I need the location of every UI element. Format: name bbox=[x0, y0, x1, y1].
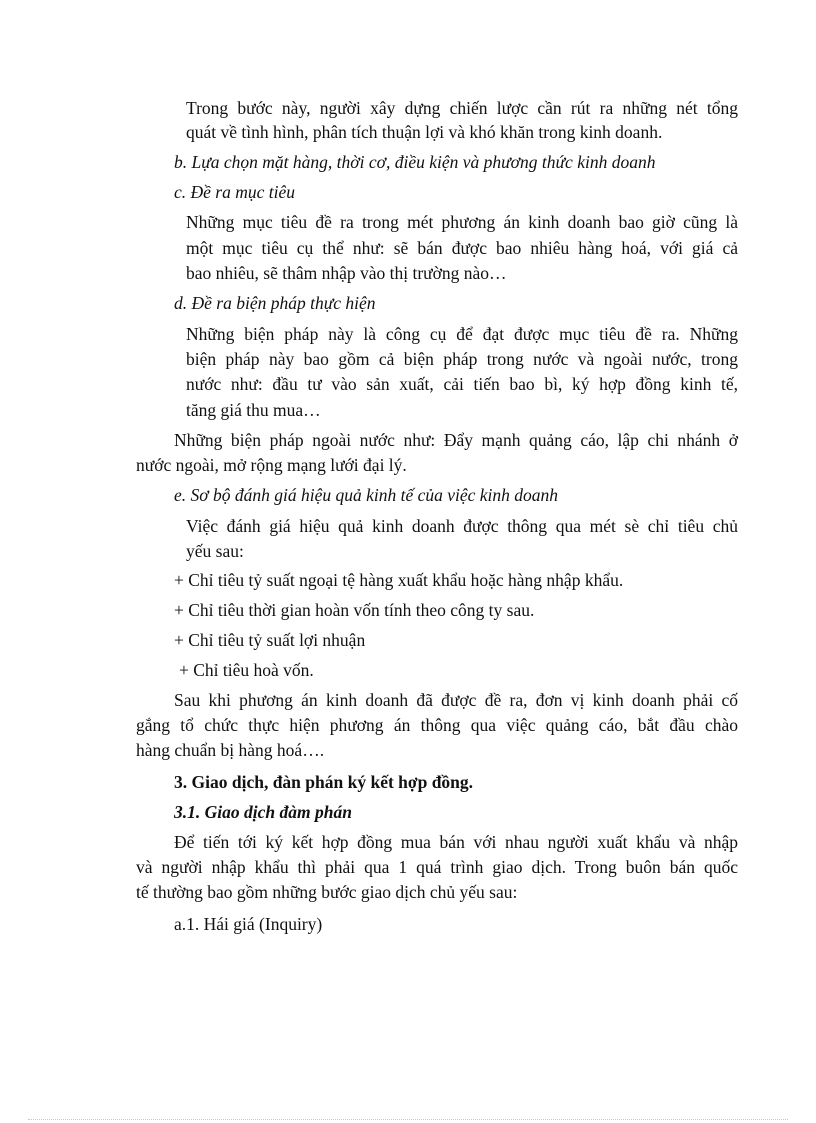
text-line: a.1. Hái giá (Inquiry) bbox=[174, 914, 323, 934]
subheading-c: c. Đề ra mục tiêu bbox=[174, 182, 296, 202]
subheading-e: e. Sơ bộ đánh giá hiệu quả kinh tế của việc kinh doanh bbox=[174, 485, 559, 505]
bullet-item: + Chỉ tiêu hoà vốn. bbox=[179, 660, 314, 680]
bullet-item: + Chỉ tiêu thời gian hoàn vốn tính theo công ty sau. bbox=[174, 600, 535, 620]
section-heading: 3. Giao dịch, đàn phán ký kết hợp đồng. bbox=[174, 772, 474, 792]
text-line: Những biện pháp ngoài nước như: Đẩy mạnh quảng cáo, lập chi nhánh ở bbox=[174, 430, 738, 450]
text-line: Những biện pháp này là công cụ để đạt được mục tiêu đề ra. Những bbox=[186, 324, 738, 344]
text-line: và người nhập khẩu thì phải qua 1 quá trình giao dịch. Trong buôn bán quốc bbox=[136, 857, 738, 877]
bullet-item: + Chỉ tiêu tỷ suất lợi nhuận bbox=[174, 630, 366, 650]
text-line: Sau khi phương án kinh doanh đã được đề ra, đơn vị kinh doanh phải cố bbox=[174, 690, 738, 710]
text-line: quát về tình hình, phân tích thuận lợi và khó khăn trong kinh doanh. bbox=[186, 122, 663, 142]
text-line: Trong bước này, người xây dựng chiến lược cần rút ra những nét tổng bbox=[186, 98, 738, 118]
text-line: hàng chuẩn bị hàng hoá…. bbox=[136, 740, 325, 760]
text-line: một mục tiêu cụ thể như: sẽ bán được bao nhiêu hàng hoá, với giá cả bbox=[186, 238, 738, 258]
text-line: yếu sau: bbox=[186, 541, 244, 561]
footer-divider bbox=[28, 1119, 788, 1120]
text-line: bao nhiêu, sẽ thâm nhập vào thị trường nào… bbox=[186, 263, 507, 283]
bullet-item: + Chỉ tiêu tỷ suất ngoại tệ hàng xuất khẩu hoặc hàng nhập khẩu. bbox=[174, 570, 624, 590]
text-line: nước ngoài, mở rộng mạng lưới đại lý. bbox=[136, 455, 407, 475]
text-line: Những mục tiêu đề ra trong mét phương án kinh doanh bao giờ cũng là bbox=[186, 212, 738, 232]
text-line: Việc đánh giá hiệu quả kinh doanh được thông qua mét sè chỉ tiêu chủ bbox=[186, 516, 738, 536]
text-line: biện pháp này bao gồm cả biện pháp trong nước và ngoài nước, trong bbox=[186, 349, 738, 369]
text-line: nước như: đầu tư vào sản xuất, cải tiến bao bì, ký hợp đồng kinh tế, bbox=[186, 374, 738, 394]
text-line: Để tiến tới ký kết hợp đồng mua bán với nhau người xuất khẩu và nhập bbox=[174, 832, 738, 852]
text-line: tăng giá thu mua… bbox=[186, 400, 321, 420]
subheading-b: b. Lựa chọn mặt hàng, thời cơ, điều kiện và phương thức kinh doanh bbox=[174, 152, 656, 172]
subheading-d: d. Đề ra biện pháp thực hiện bbox=[174, 293, 376, 313]
text-line: tế thường bao gồm những bước giao dịch chủ yếu sau: bbox=[136, 882, 518, 902]
text-line: gắng tổ chức thực hiện phương án thông qua việc quảng cáo, bắt đầu chào bbox=[136, 715, 738, 735]
subsection-heading: 3.1. Giao dịch đàm phán bbox=[174, 802, 352, 822]
